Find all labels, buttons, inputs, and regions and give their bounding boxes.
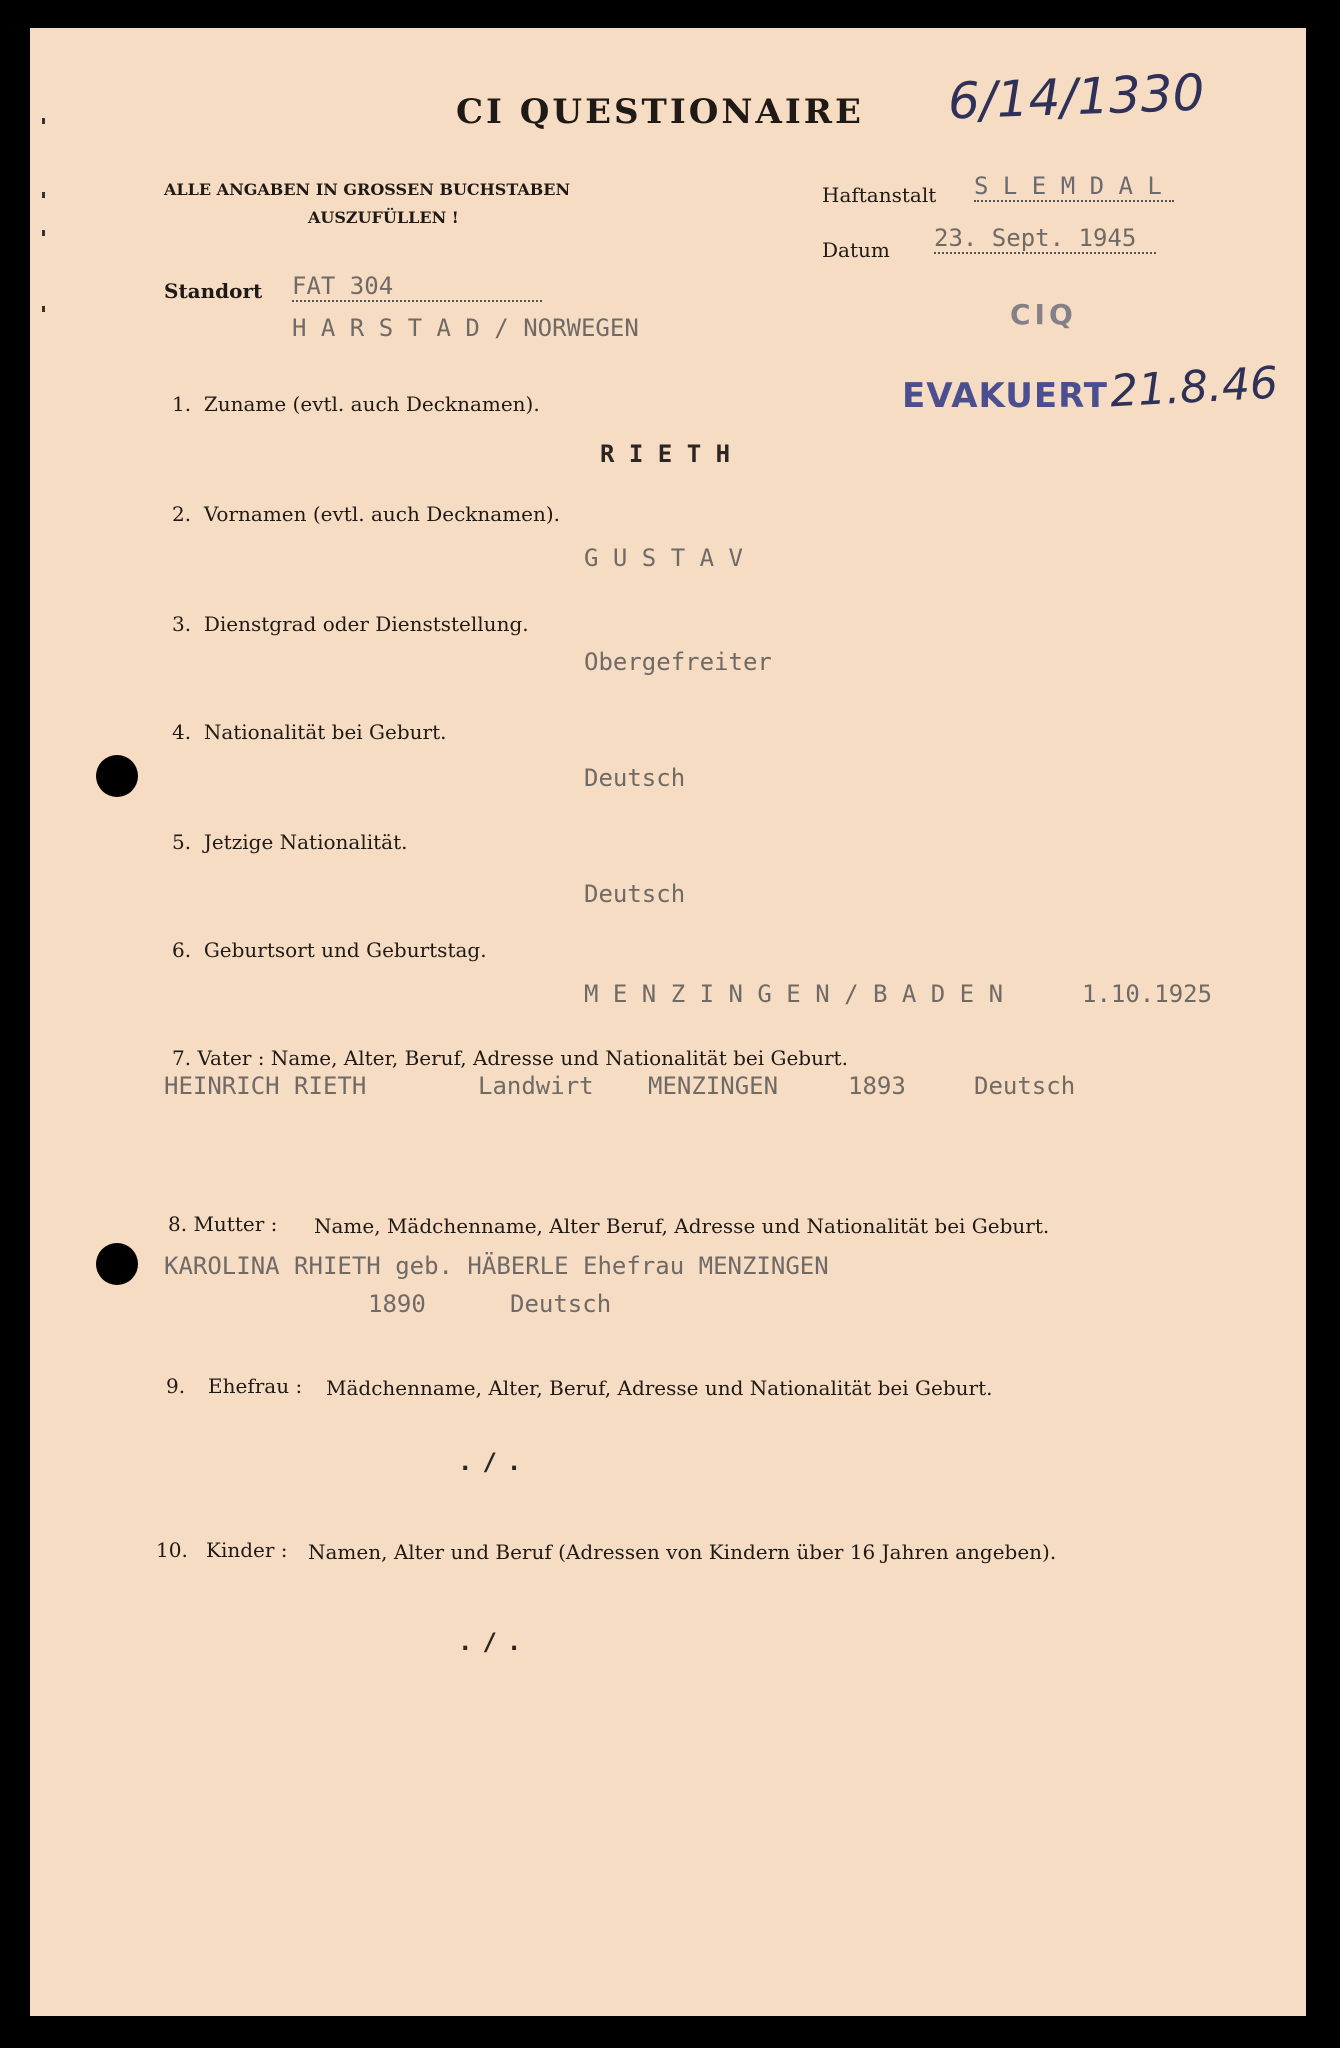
datum-value: 23. Sept. 1945 bbox=[934, 224, 1156, 254]
evakuert-stamp: EVAKUERT bbox=[902, 376, 1108, 416]
item-10-number: 10. bbox=[156, 1538, 188, 1562]
punch-hole-top bbox=[96, 755, 138, 797]
item-9-number: 9. bbox=[166, 1374, 186, 1398]
case-number-handwritten: 6/14/1330 bbox=[947, 63, 1206, 131]
margin-mark bbox=[42, 192, 45, 198]
vater-nationalitaet: Deutsch bbox=[974, 1072, 1076, 1100]
item-5-answer: Deutsch bbox=[584, 880, 686, 908]
item-4-label: 4. Nationalität bei Geburt. bbox=[172, 720, 447, 744]
kinder-answer: ./. bbox=[458, 1628, 532, 1656]
item-2-answer: G U S T A V bbox=[584, 544, 743, 572]
item-6-answer-place: M E N Z I N G E N / B A D E N bbox=[584, 980, 1004, 1008]
item-9-label: Mädchenname, Alter, Beruf, Adresse und Nationalität bei Geburt. bbox=[326, 1376, 993, 1400]
item-6-answer-date: 1.10.1925 bbox=[1082, 980, 1213, 1008]
vater-name: HEINRICH RIETH bbox=[164, 1072, 367, 1100]
item-5-label: 5. Jetzige Nationalität. bbox=[172, 830, 408, 854]
margin-mark bbox=[42, 230, 45, 236]
datum-label: Datum bbox=[822, 238, 890, 262]
haftanstalt-value: S L E M D A L bbox=[974, 172, 1174, 202]
item-10-prefix: Kinder : bbox=[206, 1538, 288, 1562]
standort-value: FAT 304 bbox=[292, 272, 542, 302]
margin-mark bbox=[42, 306, 45, 312]
item-1-answer: R I E T H bbox=[600, 440, 731, 468]
instruction-line-2: AUSZUFÜLLEN ! bbox=[308, 208, 459, 227]
mutter-line-1: KAROLINA RHIETH geb. HÄBERLE Ehefrau MENZINGEN bbox=[164, 1252, 829, 1280]
margin-mark bbox=[42, 118, 45, 124]
item-4-answer: Deutsch bbox=[584, 764, 686, 792]
mutter-jahr: 1890 bbox=[368, 1290, 426, 1318]
item-10-label: Namen, Alter und Beruf (Adressen von Kindern über 16 Jahren angeben). bbox=[308, 1540, 1057, 1564]
item-7-label: 7. Vater : Name, Alter, Beruf, Adresse und Nationalität bei Geburt. bbox=[172, 1046, 848, 1070]
item-1-label: 1. Zuname (evtl. auch Decknamen). bbox=[172, 392, 540, 416]
item-8-label: Name, Mädchenname, Alter Beruf, Adresse und Nationalität bei Geburt. bbox=[314, 1214, 1050, 1238]
page-title: CI QUESTIONAIRE bbox=[456, 92, 864, 132]
punch-hole-bottom bbox=[96, 1243, 138, 1285]
ciq-mark: CIQ bbox=[1010, 298, 1077, 331]
item-8-prefix: 8. Mutter : bbox=[168, 1212, 278, 1236]
item-6-label: 6. Geburtsort und Geburtstag. bbox=[172, 938, 487, 962]
instruction-line-1: ALLE ANGABEN IN GROSSEN BUCHSTABEN bbox=[164, 180, 571, 199]
stamp-date-handwritten: 21.8.46 bbox=[1108, 357, 1280, 418]
haftanstalt-label: Haftanstalt bbox=[822, 183, 937, 207]
standort-location: H A R S T A D / NORWEGEN bbox=[292, 314, 639, 342]
vater-jahr: 1893 bbox=[848, 1072, 906, 1100]
mutter-nationalitaet: Deutsch bbox=[510, 1290, 612, 1318]
item-9-prefix: Ehefrau : bbox=[208, 1374, 303, 1398]
standort-label: Standort bbox=[164, 279, 263, 303]
item-3-label: 3. Dienstgrad oder Dienststellung. bbox=[172, 612, 529, 636]
questionnaire-sheet bbox=[30, 28, 1306, 2016]
vater-beruf: Landwirt bbox=[478, 1072, 594, 1100]
vater-ort: MENZINGEN bbox=[648, 1072, 779, 1100]
item-3-answer: Obergefreiter bbox=[584, 648, 772, 676]
ehefrau-answer: ./. bbox=[458, 1448, 532, 1476]
item-2-label: 2. Vornamen (evtl. auch Decknamen). bbox=[172, 502, 561, 526]
